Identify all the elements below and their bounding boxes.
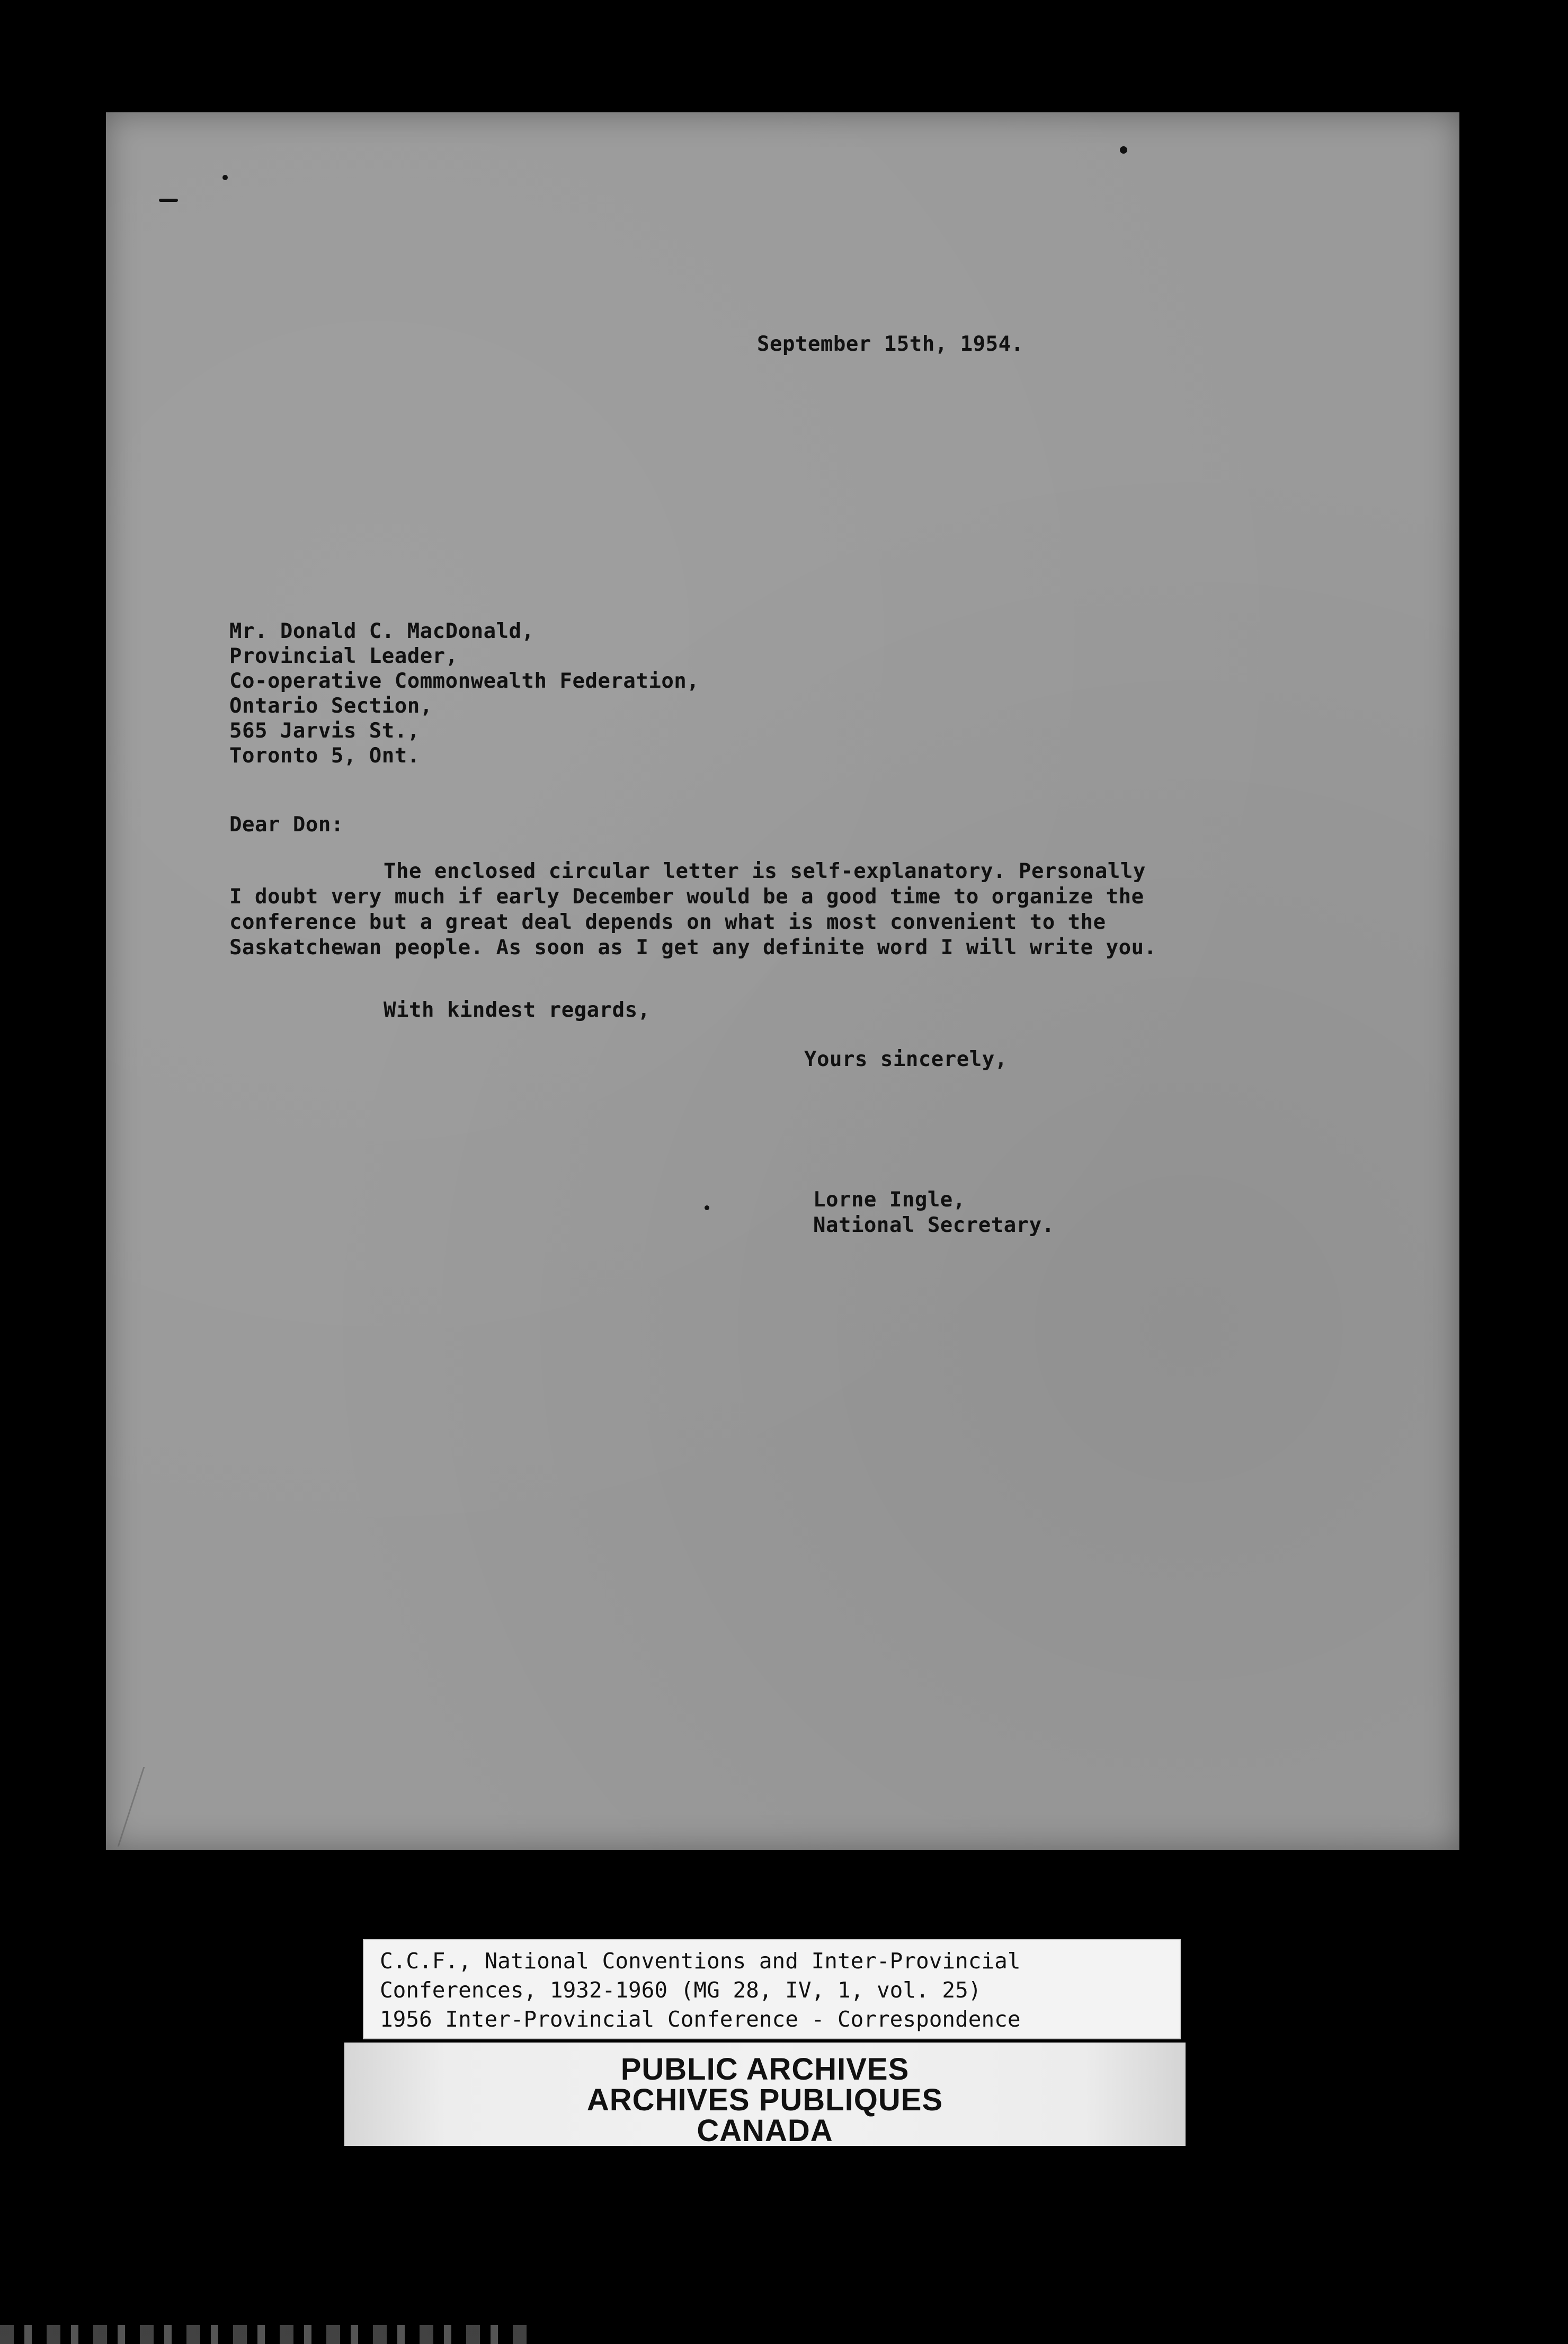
stamp-line: CANADA [697, 2114, 833, 2148]
address-line: Provincial Leader, [229, 644, 458, 668]
signer-name: Lorne Ingle, [813, 1188, 966, 1212]
archive-label-line: 1956 Inter-Provincial Conference - Correspondence [380, 2006, 1021, 2032]
paper-speck [705, 1205, 709, 1210]
public-archives-stamp [344, 2043, 1186, 2146]
body-line: Saskatchewan people. As soon as I get any definite word I will write you. [229, 936, 1157, 960]
paper-speck [159, 199, 178, 202]
salutation: Dear Don: [229, 813, 344, 837]
film-edge-marks [0, 2325, 530, 2344]
address-line: Mr. Donald C. MacDonald, [229, 619, 534, 643]
body-line: The enclosed circular letter is self-explanatory. Personally [384, 859, 1146, 883]
archive-reference-label [363, 1939, 1181, 2039]
stamp-line: ARCHIVES PUBLIQUES [586, 2083, 943, 2117]
paper-speck [222, 175, 228, 180]
archive-label-line: Conferences, 1932-1960 (MG 28, IV, 1, vol. 25) [380, 1977, 982, 2003]
signer-title: National Secretary. [813, 1213, 1055, 1237]
letter-page [106, 112, 1459, 1850]
address-line: Co-operative Commonwealth Federation, [229, 669, 700, 693]
letter-date: September 15th, 1954. [757, 332, 1024, 356]
address-line: Toronto 5, Ont. [229, 744, 420, 768]
closing-line: Yours sincerely, [804, 1047, 1008, 1071]
body-line: conference but a great deal depends on what is most convenient to the [229, 910, 1106, 934]
regards-line: With kindest regards, [384, 998, 651, 1022]
address-line: 565 Jarvis St., [229, 719, 420, 743]
paper-speck [1120, 146, 1127, 154]
body-line: I doubt very much if early December would be a good time to organize the [229, 885, 1144, 909]
address-line: Ontario Section, [229, 694, 433, 718]
archive-label-line: C.C.F., National Conventions and Inter-Provincial [380, 1948, 1021, 1974]
stamp-line: PUBLIC ARCHIVES [620, 2052, 910, 2086]
